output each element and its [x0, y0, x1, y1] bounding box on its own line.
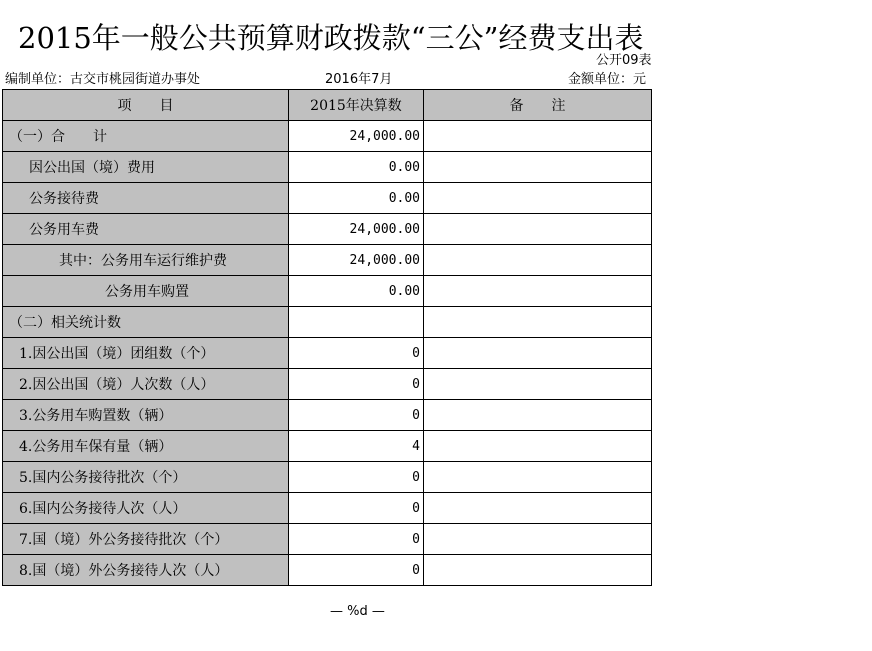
table-row: [3, 214, 652, 245]
row-note: [424, 183, 652, 214]
table-row: [3, 183, 652, 214]
row-label: （二）相关统计数: [3, 307, 289, 338]
row-label: 其中：公务用车运行维护费: [3, 245, 289, 276]
row-note: [424, 121, 652, 152]
row-label: （一）合 计: [3, 121, 289, 152]
table-row: [3, 276, 652, 307]
table-header-row: [3, 90, 652, 121]
row-value: 0: [289, 338, 424, 369]
table-row: [3, 338, 652, 369]
row-value: 24,000.00: [289, 121, 424, 152]
row-label: 2.因公出国（境）人次数（人）: [3, 369, 289, 400]
row-value: 0: [289, 524, 424, 555]
row-label: 8.国（境）外公务接待人次（人）: [3, 555, 289, 586]
compiling-unit: 编制单位：古交市桃园街道办事处: [5, 72, 201, 87]
row-value: 0.00: [289, 183, 424, 214]
report-date: 2016年7月: [325, 72, 393, 87]
table-row: [3, 493, 652, 524]
row-value: 0: [289, 400, 424, 431]
currency-unit: 金额单位：元: [568, 72, 647, 87]
column-header-value: 2015年决算数: [289, 90, 424, 121]
row-value: 0.00: [289, 152, 424, 183]
column-header-note: 备 注: [424, 90, 652, 121]
table-row: [3, 462, 652, 493]
row-value: 0: [289, 369, 424, 400]
row-value: 4: [289, 431, 424, 462]
row-value: [289, 307, 424, 338]
table-row: [3, 121, 652, 152]
table-row: [3, 307, 652, 338]
row-note: [424, 276, 652, 307]
table-row: [3, 431, 652, 462]
row-value: 0: [289, 555, 424, 586]
row-label: 4.公务用车保有量（辆）: [3, 431, 289, 462]
row-label: 因公出国（境）费用: [3, 152, 289, 183]
expense-table: [2, 89, 652, 586]
table-row: [3, 369, 652, 400]
table-row: [3, 152, 652, 183]
table-row: [3, 524, 652, 555]
row-value: 24,000.00: [289, 214, 424, 245]
table-row: [3, 400, 652, 431]
page-title: 2015年一般公共预算财政拨款“三公”经费支出表: [18, 21, 644, 55]
row-note: [424, 524, 652, 555]
form-code: 公开09表: [596, 53, 652, 68]
column-header-item: 项 目: [3, 90, 289, 121]
row-note: [424, 369, 652, 400]
page-number: — %d —: [330, 604, 385, 619]
row-label: 7.国（境）外公务接待批次（个）: [3, 524, 289, 555]
row-label: 1.因公出国（境）团组数（个）: [3, 338, 289, 369]
row-label: 公务用车费: [3, 214, 289, 245]
row-note: [424, 462, 652, 493]
row-value: 24,000.00: [289, 245, 424, 276]
row-label: 5.国内公务接待批次（个）: [3, 462, 289, 493]
row-value: 0: [289, 462, 424, 493]
row-note: [424, 214, 652, 245]
table-row: [3, 245, 652, 276]
row-note: [424, 152, 652, 183]
row-note: [424, 245, 652, 276]
row-label: 公务用车购置: [3, 276, 289, 307]
row-note: [424, 400, 652, 431]
row-note: [424, 307, 652, 338]
table-row: [3, 555, 652, 586]
row-label: 3.公务用车购置数（辆）: [3, 400, 289, 431]
row-note: [424, 555, 652, 586]
row-note: [424, 493, 652, 524]
row-note: [424, 431, 652, 462]
row-label: 6.国内公务接待人次（人）: [3, 493, 289, 524]
row-value: 0.00: [289, 276, 424, 307]
row-label: 公务接待费: [3, 183, 289, 214]
row-value: 0: [289, 493, 424, 524]
row-note: [424, 338, 652, 369]
